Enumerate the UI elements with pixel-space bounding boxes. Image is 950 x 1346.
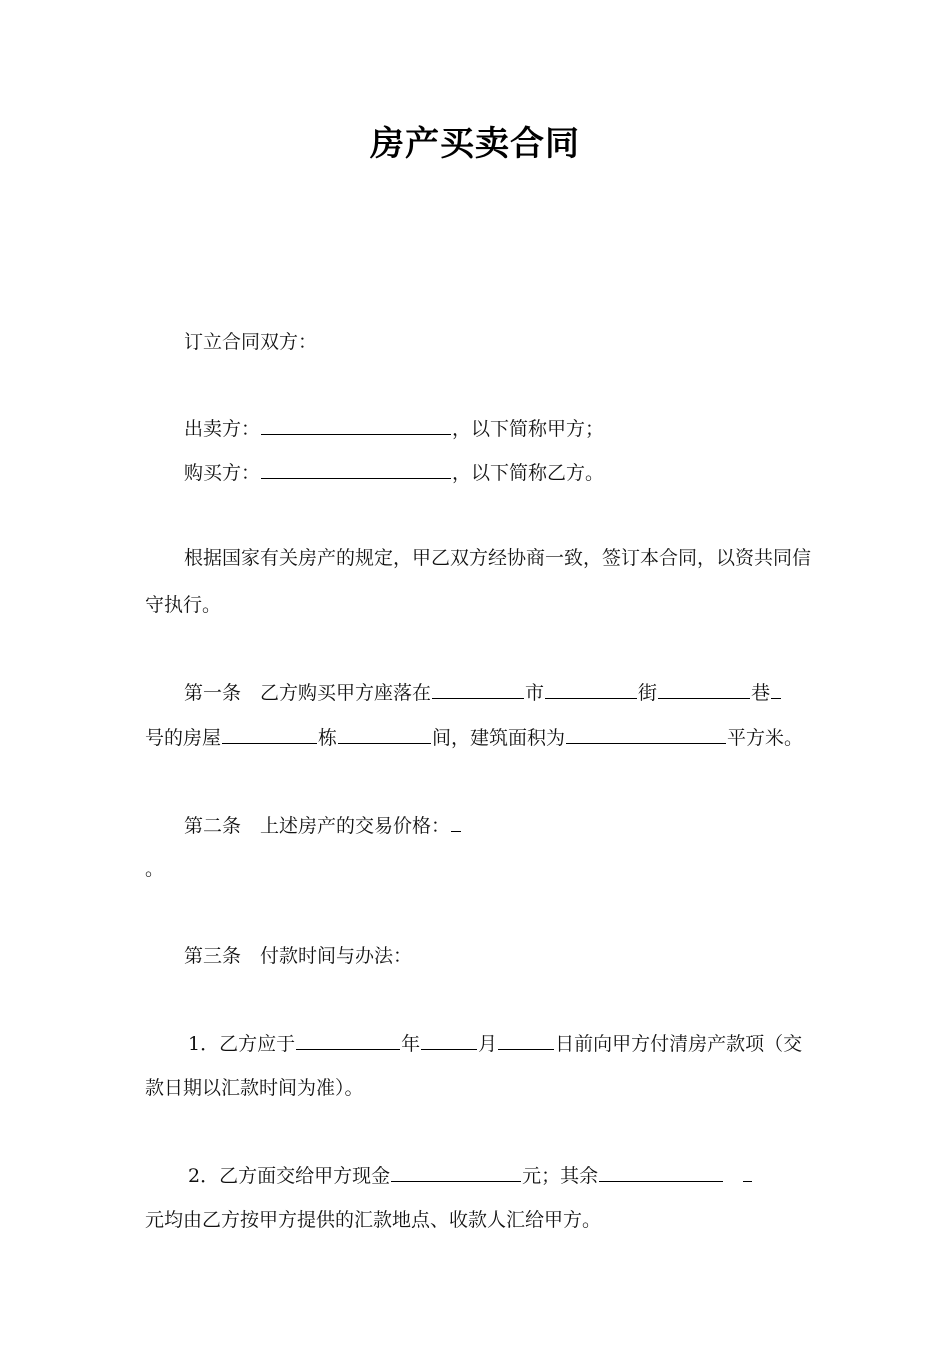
buyer-name-blank: [261, 460, 451, 479]
article-2-end: 。: [145, 858, 165, 880]
city-label: 市: [525, 682, 545, 704]
number-blank: [771, 680, 781, 699]
article-2-label: 第二条: [184, 815, 242, 837]
article-1-label: 第一条: [184, 682, 242, 704]
article-1-line-2: [145, 725, 803, 750]
year-blank: [296, 1031, 400, 1050]
building-label: 栋: [318, 727, 338, 749]
remainder-blank-2: [743, 1163, 752, 1182]
seller-line: [184, 416, 604, 441]
building-blank: [222, 725, 317, 744]
area-unit: 平方米。: [727, 727, 804, 749]
intro-line-2: 守执行。: [145, 594, 222, 616]
year-label: 年: [401, 1033, 421, 1055]
item-1-rest: 日前向甲方付清房产款项（交: [555, 1033, 803, 1055]
month-label: 月: [478, 1033, 498, 1055]
item-1-line-1: [188, 1031, 802, 1056]
day-blank: [498, 1031, 554, 1050]
buyer-suffix: ，以下简称乙方。: [452, 462, 605, 484]
item-1-number: 1．: [188, 1033, 220, 1055]
item-2-line-1: [188, 1163, 753, 1188]
buyer-label: 购买方：: [184, 462, 261, 484]
parties-heading: 订立合同双方：: [184, 331, 318, 353]
cash-blank: [391, 1163, 521, 1182]
street-blank: [545, 680, 637, 699]
city-blank: [432, 680, 524, 699]
article-1-text: 乙方购买甲方座落在: [260, 682, 432, 704]
seller-name-blank: [261, 416, 451, 435]
article-1-line-1: [184, 680, 782, 705]
cash-yuan-label: 元；其余: [522, 1165, 599, 1187]
lane-label: 巷: [751, 682, 771, 704]
article-2-line: [184, 813, 462, 838]
seller-suffix: ，以下简称甲方；: [452, 418, 605, 440]
area-blank: [566, 725, 726, 744]
item-2-text: 乙方面交给甲方现金: [219, 1165, 391, 1187]
remainder-blank: [599, 1163, 723, 1182]
month-blank: [421, 1031, 477, 1050]
lane-blank: [658, 680, 750, 699]
intro-line-1: 根据国家有关房产的规定，甲乙双方经协商一致，签订本合同，以资共同信: [184, 547, 812, 569]
room-area-label: 间，建筑面积为: [432, 727, 566, 749]
article-3-label: 第三条: [184, 945, 242, 967]
buyer-line: [184, 460, 604, 485]
seller-label: 出卖方：: [184, 418, 261, 440]
article-1-line2-start: 号的房屋: [145, 727, 222, 749]
article-2-text: 上述房产的交易价格：: [260, 815, 451, 837]
item-2-line-2: 元均由乙方按甲方提供的汇款地点、收款人汇给甲方。: [145, 1209, 602, 1231]
price-blank: [451, 813, 461, 832]
room-blank: [338, 725, 431, 744]
document-title: 房产买卖合同: [370, 124, 580, 164]
item-2-number: 2．: [188, 1165, 220, 1187]
item-1-line-2: 款日期以汇款时间为准）。: [145, 1077, 364, 1099]
street-label: 街: [638, 682, 658, 704]
article-3-line: [184, 944, 412, 968]
item-1-text: 乙方应于: [219, 1033, 296, 1055]
article-3-text: 付款时间与办法：: [260, 945, 413, 967]
